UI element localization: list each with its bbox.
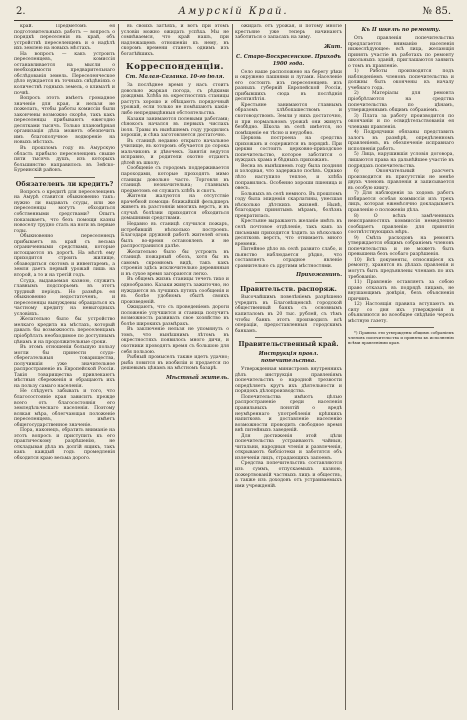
paragraph: Въ общемъ жизнь станицы течетъ тихо и однообразно. Казаки живутъ зажиточно, но нуждаются въ лучшихъ путяхъ сообщенія и въ болѣе удобномъ сбытѣ своихъ произведеній.: [121, 277, 229, 305]
section-heading: Правительственный край.: [238, 340, 339, 349]
paragraph: 12) Настоящія правила вступаютъ въ силу со дня ихъ утвержденія и объявляются во всеобщее свѣдѣніе черезъ мѣстную газету.: [348, 302, 454, 324]
paragraph: 8) О всѣхъ замѣченныхъ неисправностяхъ коммиссія немедленно сообщаетъ правленію для принятія соотвѣтствующихъ мѣръ.: [348, 213, 454, 236]
paragraph: Ссуда, выдаваемая казною, служитъ главнымъ подспорьемъ въ этотъ трудный періодъ. Но размѣръ ея обыкновенно недостаточенъ, и переселенцы вынуждены обращаться къ частному кредиту на невыгодныхъ условіяхъ.: [14, 278, 115, 317]
paragraph: въ своихъ затѣяхъ, и вотъ при этомъ условіи можно ожидать успѣха. Мы не сомнѣваемся, что край нашъ, при надлежащемъ отношеніи къ нему, въ скоромъ времени станетъ однимъ изъ богатѣйшихъ.: [121, 24, 229, 57]
paragraph: 1) Работы производятся подъ наблюденіемъ членовъ попечительства и должны быть окончены къ началу учебнаго года.: [348, 69, 454, 91]
paragraph: Высочайшимъ повелѣніемъ разрѣшено учредить въ Благовѣщенскѣ городской общественный банкъ съ основнымъ капиталомъ въ 20 тыс. рублей, съ тѣмъ чтобы банкъ этотъ производилъ всѣ операціи, предоставленныя городскимъ банкамъ.: [235, 295, 342, 334]
paragraph: 2) Матеріалы для ремонта пріобрѣтаются на средства попечительства по цѣнамъ, утвержденнымъ общимъ собраніемъ.: [348, 91, 454, 114]
column-4: [348, 24, 454, 710]
paragraph: Церковь построена на средства прихожанъ и содержится въ порядкѣ. При церкви состоитъ церковно-приходское попечительство, которое заботится о нуждахъ храма и бѣдныхъ прихожанъ.: [235, 136, 342, 164]
paragraph: Пора, наконецъ, обратить вниманіе на этотъ вопросъ и приступить къ его практическому разрѣшенію, не откладывая дѣла въ долгій ящикъ, такъ какъ каждый годъ промедленія обходится краю весьма дорого.: [14, 428, 115, 462]
signature: Прихожанинъ.: [296, 272, 342, 279]
paragraph: Обыкновенно переселенецъ прибываетъ въ край съ весьма ограниченными средствами, которые истощаются въ дорогѣ. На мѣстѣ ему приходится строить жилище, обзаводиться скотомъ и инвентаремъ, а земля даетъ первый урожай лишь на второй, а то и на третій годъ.: [14, 234, 115, 278]
paragraph: Въ этомъ отношеніи большую пользу могли бы принести ссудо-сберегательныя товарищества, получившія уже значительное распространеніе въ Европейской Россіи. Такія товарищества привлекаютъ мѣстныя сбереженія и обращаютъ ихъ на пользу самаго населенія.: [14, 345, 115, 389]
paragraph: Село наше расположено на берегу рѣки и окружено пашнями и лугами. Населеніе его состоитъ изъ переселенцевъ изъ разныхъ губерній Европейской Россіи, прибывшихъ сюда въ послѣднія десятилѣтія.: [235, 69, 342, 103]
paragraph: 10) Всѣ документы, относящіеся къ ремонту, хранятся въ дѣлахъ правленія и могутъ быть предъявлены членамъ по ихъ требованію.: [348, 257, 454, 280]
paragraph: Вопросъ о кредитѣ для переселенцевъ на Амурѣ ставится обыкновенно такъ: нужно ли выдавать ссуды, или же переселенцы могутъ обходиться собственными средствами? Опытъ показываетъ, что безъ помощи казны новоселу трудно стать на ноги въ первые годы.: [14, 189, 115, 234]
paragraph: Въ станицѣ недавно открыто начальное училище, въ которомъ обучается до сорока мальчиковъ и дѣвочекъ. Занятія ведутся исправно, и родители охотно отдаютъ дѣтей въ школу.: [121, 138, 229, 166]
paragraph: Средства попечительствъ составляются изъ суммъ, отпускаемыхъ казною, пожертвованій частныхъ лицъ и обществъ, а также изъ доходовъ отъ устраиваемыхъ ими учрежденій.: [235, 461, 342, 489]
paragraph: Въ заключеніе нельзя не упомянуть о томъ, что нынѣшнимъ лѣтомъ въ окрестностяхъ появилось много дичи, и охотники проводятъ время съ большою для себя пользою.: [121, 327, 229, 355]
paragraph: Крестьяне выражаютъ желаніе имѣть въ селѣ почтовое отдѣленіе, такъ какъ за письмами приходится ѣздить за нѣсколько десятковъ верстъ, что отнимаетъ много времени.: [235, 219, 342, 247]
paragraph: Рыбный промыселъ также идетъ удачно; рыба ловится въ изобиліи и продается по дешевымъ цѣнамъ на мѣстномъ базарѣ.: [121, 355, 229, 372]
paragraph: ожидать отъ урожая, и потому многіе крестьяне уже теперь начинаютъ заботиться о запасахъ на зиму.: [235, 24, 342, 41]
paragraph: Въ прошломъ году въ Амурскую область прибыло переселенцевъ свыше пяти тысячъ душъ, изъ которыхъ большинство направилось въ Зейско-Буреинскій районъ.: [14, 146, 115, 174]
column-rule: [118, 24, 119, 710]
paragraph: Отъ правленія попечительства предлагается вниманію населенія нижеслѣдующее: всѣ лица, желающія принять участіе въ работахъ по ремонту школьныхъ зданій, приглашаются заявить о томъ въ правленіе.: [348, 36, 454, 69]
subheading: Инструкція правл. попечительства.: [258, 351, 319, 365]
paragraph: Для достиженія этой цѣли попечительства устраиваютъ чайныя, читальни, народныя чтенія и развлеченія, открываютъ библіотеки и заботятся объ излеченіи лицъ, страдающихъ запоемъ.: [235, 433, 342, 461]
section-divider: [34, 177, 95, 178]
paragraph: Недавно въ станицѣ случился пожаръ, истребившій нѣсколько построекъ. Благодаря дружной работѣ жителей огонь былъ во-время остановленъ и не распространился далѣе.: [121, 221, 229, 250]
section-divider: [255, 337, 322, 338]
paragraph: 11) Правленіе оставляетъ за собою право отказать въ подрядѣ лицамъ, не внушающимъ довѣрія, безъ объясненія причинъ.: [348, 280, 454, 302]
paragraph: Казаки занимаются полевыми работами; сѣнокосъ начался въ первыхъ числахъ іюля. Травы въ нынѣшнемъ году уродились хорошія, и сѣна заготовляется достаточно.: [121, 116, 229, 139]
paragraph: 4) Подрядчики обязаны представить залогъ въ размѣрѣ, опредѣленномъ правленіемъ, въ обезпеченіе исправнаго исполненія работъ.: [348, 130, 454, 152]
paragraph: 7) Для наблюденія за ходомъ работъ избирается особая коммиссія изъ трехъ лицъ, которая ежемѣсячно докладываетъ правленію о положеніи дѣла.: [348, 191, 454, 213]
column-2: [121, 24, 229, 710]
paragraph: 6) Окончательный разсчетъ производится въ присутствіи не менѣе двухъ членовъ правленія и записывается въ особую книгу.: [348, 169, 454, 191]
paragraph: Утвержденная министромъ внутреннихъ дѣлъ инструкція правленіямъ попечительствъ о народной трезвости опредѣляетъ кругъ ихъ дѣятельности и порядокъ дѣлопроизводства.: [235, 367, 342, 395]
paragraph: 9) Смѣта расходовъ на ремонтъ утверждается общимъ собраніемъ членовъ попечительства и не можетъ быть превышена безъ особаго разрѣшенія.: [348, 235, 454, 258]
column-1: [14, 24, 115, 710]
page-number: 2.: [16, 6, 26, 17]
section-heading: Корреспонденціи.: [125, 62, 225, 73]
article-heading: Обязателенъ ли кредитъ?: [15, 179, 114, 188]
signature: Мѣстный житель.: [166, 374, 229, 381]
column-rule: [232, 24, 233, 710]
paragraph: Крестьяне занимаются главнымъ образомъ хлѣбопашествомъ и скотоводствомъ. Земли у нихъ достаточно, и при нормальномъ урожаѣ они живутъ безбѣдно. Школа въ селѣ имѣется, но помѣщеніе ея тѣсно и неудобно.: [235, 102, 342, 136]
page-header: [14, 4, 453, 21]
paragraph: Желательно было бы устройство мелкаго кредита на мѣстахъ, который давалъ бы возможность переселенцамъ пріобрѣтать необходимое по доступнымъ цѣнамъ и на продолжительные сроки.: [14, 317, 115, 345]
dateline: Ст. Малая-Сазанка. 10-го іюля.: [125, 74, 225, 81]
column-rule: [345, 24, 346, 710]
paragraph: Вопросъ этотъ имѣетъ громадное значеніе для края, и нельзя не пожелать, чтобы работы комиссіи были закончены возможно скорѣе, такъ какъ переселенцы прибываютъ ежегодно десятками тысячъ. Только планомѣрная организація дѣла можетъ обезпечить имъ благополучное водвореніе на новыхъ мѣстахъ.: [14, 96, 115, 146]
paragraph: Попечительства имѣютъ цѣлью распространеніе среди населенія правильныхъ понятій о вредѣ неумѣреннаго употребленія крѣпкихъ напитковъ и доставленіе населенію возможности проводить свободное время внѣ питейныхъ заведеній.: [235, 394, 342, 434]
signature: Жит.: [324, 43, 342, 50]
paragraph: Сообщеніе съ городомъ поддерживается пароходами, которые проходятъ мимо станицы довольно часто. Торговля въ станицѣ незначительна; главнымъ предметомъ ея служатъ хлѣбъ и скотъ.: [121, 166, 229, 194]
section-divider: [141, 60, 209, 61]
section-divider: [368, 327, 434, 328]
section-heading: Къ II шкелѣ по ремонту.: [361, 27, 441, 33]
paragraph: Весна въ нынѣшнемъ году была поздняя и холодная, что задержало посѣвъ. Однако лѣто наступило теплое, и хлѣба поправились. Особенно хороши пшеница и овесъ.: [235, 163, 342, 192]
paragraph: 3) Плата за работу производится по окончаніи и по освидѣтельствованіи ея членами правленія.: [348, 113, 454, 130]
dateline: С. Старо-Воскресенское. Приходъ 1900 года.: [236, 53, 341, 67]
paragraph: Больныхъ въ селѣ немного. Въ прошломъ году была эпидемія скарлатины, унесшая нѣсколько дѣтскихъ жизней. Нынѣ, благодаря принятымъ мѣрамъ, болѣзнь прекратилась.: [235, 191, 342, 219]
issue-number: № 85.: [422, 6, 451, 17]
paragraph: Жители жалуются на отсутствіе врачебной помощи: ближайшій фельдшеръ живетъ въ разстояніи многихъ верстъ, и въ случаѣ болѣзни приходится обходиться домашними средствами.: [121, 194, 229, 222]
footnote: *) Правила эти утверждены общимъ собраніемъ членовъ попечительства и приняты къ исполненію всѣми правленіями края.: [348, 330, 454, 345]
section-heading: Правительств. распоряж.: [240, 285, 337, 294]
paragraph: Ожидаютъ, что съ проведеніемъ дороги положеніе улучшится и станица получитъ возможность развивать свое хозяйство въ болѣе широкихъ размѣрахъ.: [121, 305, 229, 327]
section-divider: [255, 282, 322, 283]
paragraph: край. Предметомъ ея подготовительныхъ работъ — вопросъ о порядкѣ переселенія въ край, объ устройствѣ переселенцевъ и о надѣлѣ ихъ землею на новыхъ мѣстахъ.: [14, 24, 115, 52]
paragraph: На вопросъ — какъ устроить переселенцевъ, комиссія останавливается на мысли о необходимости предварительнаго обслѣдованія земель. Переселенческое дѣло нуждается въ точныхъ свѣдѣніяхъ о количествѣ годныхъ земель, о климатѣ и почвѣ.: [14, 51, 115, 96]
paragraph: Желательно было бы устроить въ станицѣ пожарный обозъ, хотя бы въ самомъ скромномъ видѣ, такъ какъ строенія здѣсь исключительно деревянныя и въ сухое время загораются легко.: [121, 249, 229, 277]
newspaper-title: Амурскій Край.: [178, 6, 289, 17]
paragraph: За послѣднее время у насъ стоитъ довольно жаркая погода, съ рѣдкими дождями. Хлѣба въ окрестностяхъ станицы растутъ хорошо и обѣщаютъ порядочный урожай, если только не помѣшаютъ какія-либо непредвидѣнныя обстоятельства.: [121, 83, 229, 117]
paragraph: Не слѣдуетъ забывать и того, что благосостояніе края зависитъ прежде всего отъ благосостоянія его земледѣльческаго населенія. Поэтому всякая мѣра, облегчающая положеніе переселенцевъ, имѣетъ общегосударственное значеніе.: [14, 389, 115, 428]
paragraph: Питейное дѣло въ селѣ развито слабо, и пьянство наблюдается рѣдко, что составляетъ отрадное явленіе сравнительно съ другими мѣстностями.: [235, 247, 342, 269]
paragraph: 5) Лица, нарушившія условія договора, лишаются права на дальнѣйшее участіе въ подрядахъ попечительства.: [348, 152, 454, 169]
column-3: [235, 24, 342, 710]
